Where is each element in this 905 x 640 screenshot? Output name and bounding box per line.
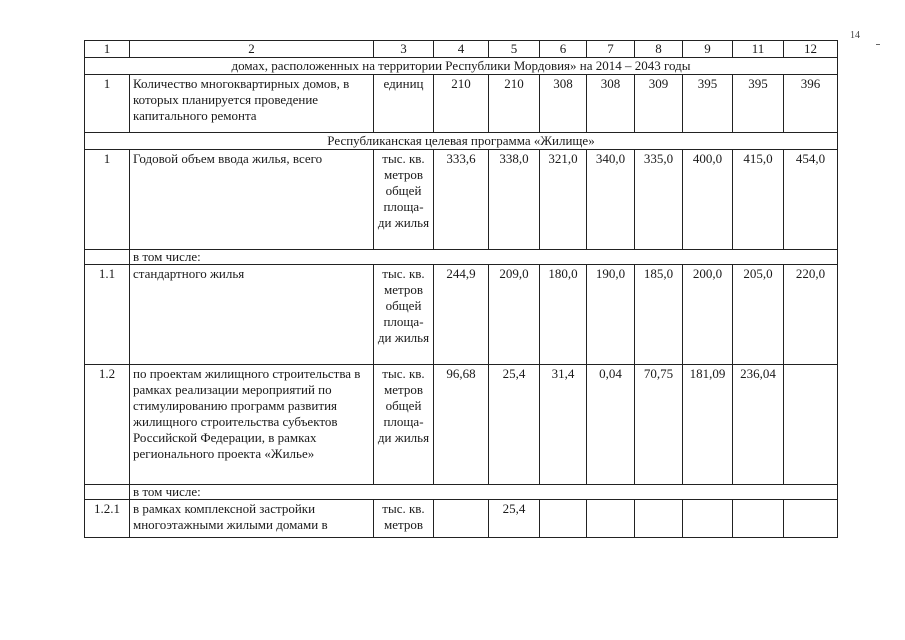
row-value: 0,04	[587, 365, 635, 485]
column-header: 6	[540, 41, 587, 58]
row-value: 185,0	[635, 265, 683, 365]
column-header: 12	[784, 41, 838, 58]
row-value: 395	[733, 75, 784, 133]
row-value	[540, 500, 587, 538]
table-row	[85, 265, 838, 365]
sub-label: в том числе:	[130, 250, 838, 265]
table-row	[85, 75, 838, 133]
row-value: 244,9	[434, 265, 489, 365]
row-number: 1	[85, 150, 130, 250]
column-header: 5	[489, 41, 540, 58]
row-number: 1	[85, 75, 130, 133]
row-value: 25,4	[489, 365, 540, 485]
section-title: Республиканская целевая программа «Жилище»	[85, 133, 838, 150]
row-value: 415,0	[733, 150, 784, 250]
row-value: 396	[784, 75, 838, 133]
table-row	[85, 485, 838, 500]
row-value: 333,6	[434, 150, 489, 250]
scan-mark	[876, 44, 880, 45]
row-value: 96,68	[434, 365, 489, 485]
column-header: 7	[587, 41, 635, 58]
row-value	[635, 500, 683, 538]
row-value: 31,4	[540, 365, 587, 485]
row-value: 321,0	[540, 150, 587, 250]
column-header: 4	[434, 41, 489, 58]
row-number: 1.1	[85, 265, 130, 365]
row-unit: единиц	[374, 75, 434, 133]
row-value: 205,0	[733, 265, 784, 365]
row-unit: тыс. кв. метров общей площа-ди жилья	[374, 365, 434, 485]
row-value: 236,04	[733, 365, 784, 485]
section-title-row	[85, 133, 838, 150]
row-value: 181,09	[683, 365, 733, 485]
table-row	[85, 250, 838, 265]
row-value: 200,0	[683, 265, 733, 365]
section-title-row	[85, 58, 838, 75]
row-value	[733, 500, 784, 538]
section-title: домах, расположенных на территории Республики Мордовия» на 2014 – 2043 годы	[85, 58, 838, 75]
row-value: 335,0	[635, 150, 683, 250]
sub-label: в том числе:	[130, 485, 838, 500]
row-text: по проектам жилищного строительства в рамках реализации мероприятий по стимулированию программ развития жилищного строительства субъектов Российской Федерации, в рамках регионального проекта «Жилье»	[130, 365, 374, 485]
table-row	[85, 150, 838, 250]
row-value: 190,0	[587, 265, 635, 365]
row-number	[85, 485, 130, 500]
row-value: 209,0	[489, 265, 540, 365]
column-header: 2	[130, 41, 374, 58]
row-value: 220,0	[784, 265, 838, 365]
row-value	[784, 500, 838, 538]
row-value: 25,4	[489, 500, 540, 538]
column-header-row	[85, 41, 838, 58]
row-value	[784, 365, 838, 485]
column-header: 3	[374, 41, 434, 58]
table-row	[85, 500, 838, 538]
row-value: 210	[434, 75, 489, 133]
column-header: 9	[683, 41, 733, 58]
row-value	[587, 500, 635, 538]
column-header: 11	[733, 41, 784, 58]
data-table	[84, 40, 838, 538]
column-header: 8	[635, 41, 683, 58]
row-value: 210	[489, 75, 540, 133]
row-unit: тыс. кв. метров	[374, 500, 434, 538]
row-text: стандартного жилья	[130, 265, 374, 365]
row-value: 338,0	[489, 150, 540, 250]
row-unit: тыс. кв. метров общей площа-ди жилья	[374, 265, 434, 365]
row-value: 340,0	[587, 150, 635, 250]
row-unit: тыс. кв. метров общей площа-ди жилья	[374, 150, 434, 250]
row-text: Годовой объем ввода жилья, всего	[130, 150, 374, 250]
row-number	[85, 250, 130, 265]
row-text: в рамках комплексной застройки многоэтажными жилыми домами в	[130, 500, 374, 538]
row-value: 309	[635, 75, 683, 133]
row-number: 1.2.1	[85, 500, 130, 538]
row-text: Количество многоквартирных домов, в которых планируется проведение капитального ремонта	[130, 75, 374, 133]
row-value	[683, 500, 733, 538]
row-value: 395	[683, 75, 733, 133]
page-number: 14	[850, 30, 860, 41]
row-value: 308	[587, 75, 635, 133]
row-value: 180,0	[540, 265, 587, 365]
column-header: 1	[85, 41, 130, 58]
table-row	[85, 365, 838, 485]
row-value	[434, 500, 489, 538]
row-value: 400,0	[683, 150, 733, 250]
row-value: 70,75	[635, 365, 683, 485]
row-value: 454,0	[784, 150, 838, 250]
row-number: 1.2	[85, 365, 130, 485]
row-value: 308	[540, 75, 587, 133]
